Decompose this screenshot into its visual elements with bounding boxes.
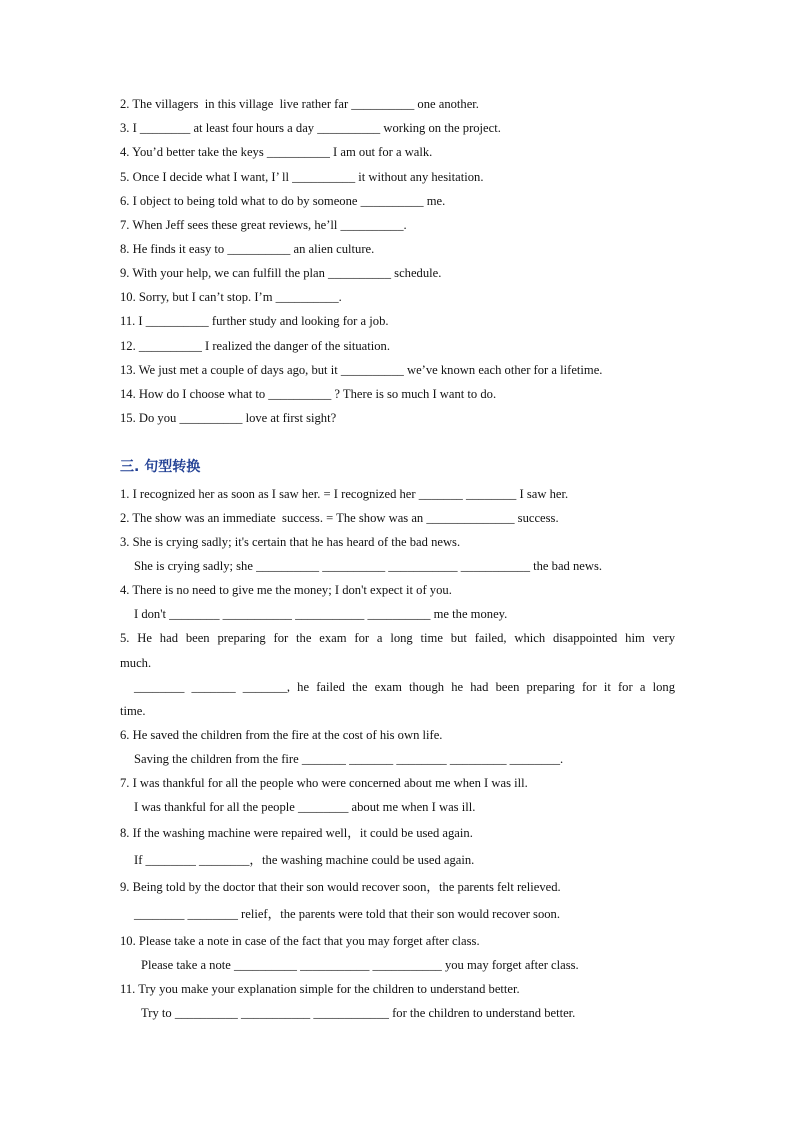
exercise-line-12: 12. __________ I realized the danger of the situation. — [120, 339, 390, 353]
transform-q1: 1. I recognized her as soon as I saw her. = I recognized her _______ ________ I saw her. — [120, 487, 569, 501]
transform-q4-rewrite: I don't ________ ___________ ___________ __________ me the money. — [134, 607, 508, 621]
transform-q11-rewrite: Try to __________ ___________ ____________ for the children to understand better. — [141, 1006, 576, 1020]
transform-q5-rewrite: ________ _______ _______, he failed the exam though he had been preparing for it for a long — [134, 680, 675, 694]
exercise-line-3: 3. I ________ at least four hours a day __________ working on the project. — [120, 121, 501, 135]
exercise-line-5: 5. Once I decide what I want, I’ ll __________ it without any hesitation. — [120, 170, 484, 184]
transform-q5-rewrite-cont: time. — [120, 704, 146, 718]
transform-q5-original-cont: much. — [120, 656, 152, 670]
transform-q6-rewrite: Saving the children from the fire _______ _______ ________ _________ ________. — [134, 752, 564, 766]
transform-q7-original: 7. I was thankful for all the people who were concerned about me when I was ill. — [120, 776, 528, 790]
transform-q3-original: 3. She is crying sadly; it's certain that he has heard of the bad news. — [120, 535, 461, 549]
exercise-line-11: 11. I __________ further study and looking for a job. — [120, 314, 389, 328]
transform-q3-rewrite: She is crying sadly; she __________ __________ ___________ ___________ the bad news. — [134, 559, 603, 573]
exercise-line-15: 15. Do you __________ love at first sight? — [120, 411, 337, 425]
transform-q4-original: 4. There is no need to give me the money; I don't expect it of you. — [120, 583, 452, 597]
transform-q6-original: 6. He saved the children from the fire at the cost of his own life. — [120, 728, 443, 742]
exercise-line-14: 14. How do I choose what to __________ ? There is so much I want to do. — [120, 387, 497, 401]
exercise-line-6: 6. I object to being told what to do by someone __________ me. — [120, 194, 446, 208]
transform-q9-rewrite: ________ ________ relief，the parents were told that their son would recover soon. — [134, 907, 560, 921]
exercise-line-8: 8. He finds it easy to __________ an alien culture. — [120, 242, 375, 256]
transform-q7-rewrite: I was thankful for all the people ________ about me when I was ill. — [134, 800, 476, 814]
transform-q10-rewrite: Please take a note __________ ___________ ___________ you may forget after class. — [141, 958, 579, 972]
exercise-line-13: 13. We just met a couple of days ago, but it __________ we’ve known each other for a lifetime. — [120, 363, 603, 377]
exercise-line-9: 9. With your help, we can fulfill the plan __________ schedule. — [120, 266, 442, 280]
exercise-line-2: 2. The villagers in this village live rather far __________ one another. — [120, 97, 479, 111]
exercise-line-7: 7. When Jeff sees these great reviews, he’ll __________. — [120, 218, 407, 232]
exercise-line-4: 4. You’d better take the keys __________ I am out for a walk. — [120, 145, 433, 159]
transform-q8-rewrite: If ________ ________，the washing machine could be used again. — [134, 853, 475, 867]
transform-q11-original: 11. Try you make your explanation simple for the children to understand better. — [120, 982, 520, 996]
transform-q5-original: 5. He had been preparing for the exam for a long time but failed, which disappointed him very — [120, 631, 675, 645]
transform-q2: 2. The show was an immediate success. = The show was an ______________ success. — [120, 511, 559, 525]
exercise-line-10: 10. Sorry, but I can’t stop. I’m __________. — [120, 290, 342, 304]
transform-q9-original: 9. Being told by the doctor that their son would recover soon，the parents felt relieved. — [120, 880, 561, 894]
transform-q10-original: 10. Please take a note in case of the fact that you may forget after class. — [120, 934, 480, 948]
section-heading: 三. 句型转换 — [120, 459, 201, 475]
transform-q8-original: 8. If the washing machine were repaired well，it could be used again. — [120, 826, 473, 840]
